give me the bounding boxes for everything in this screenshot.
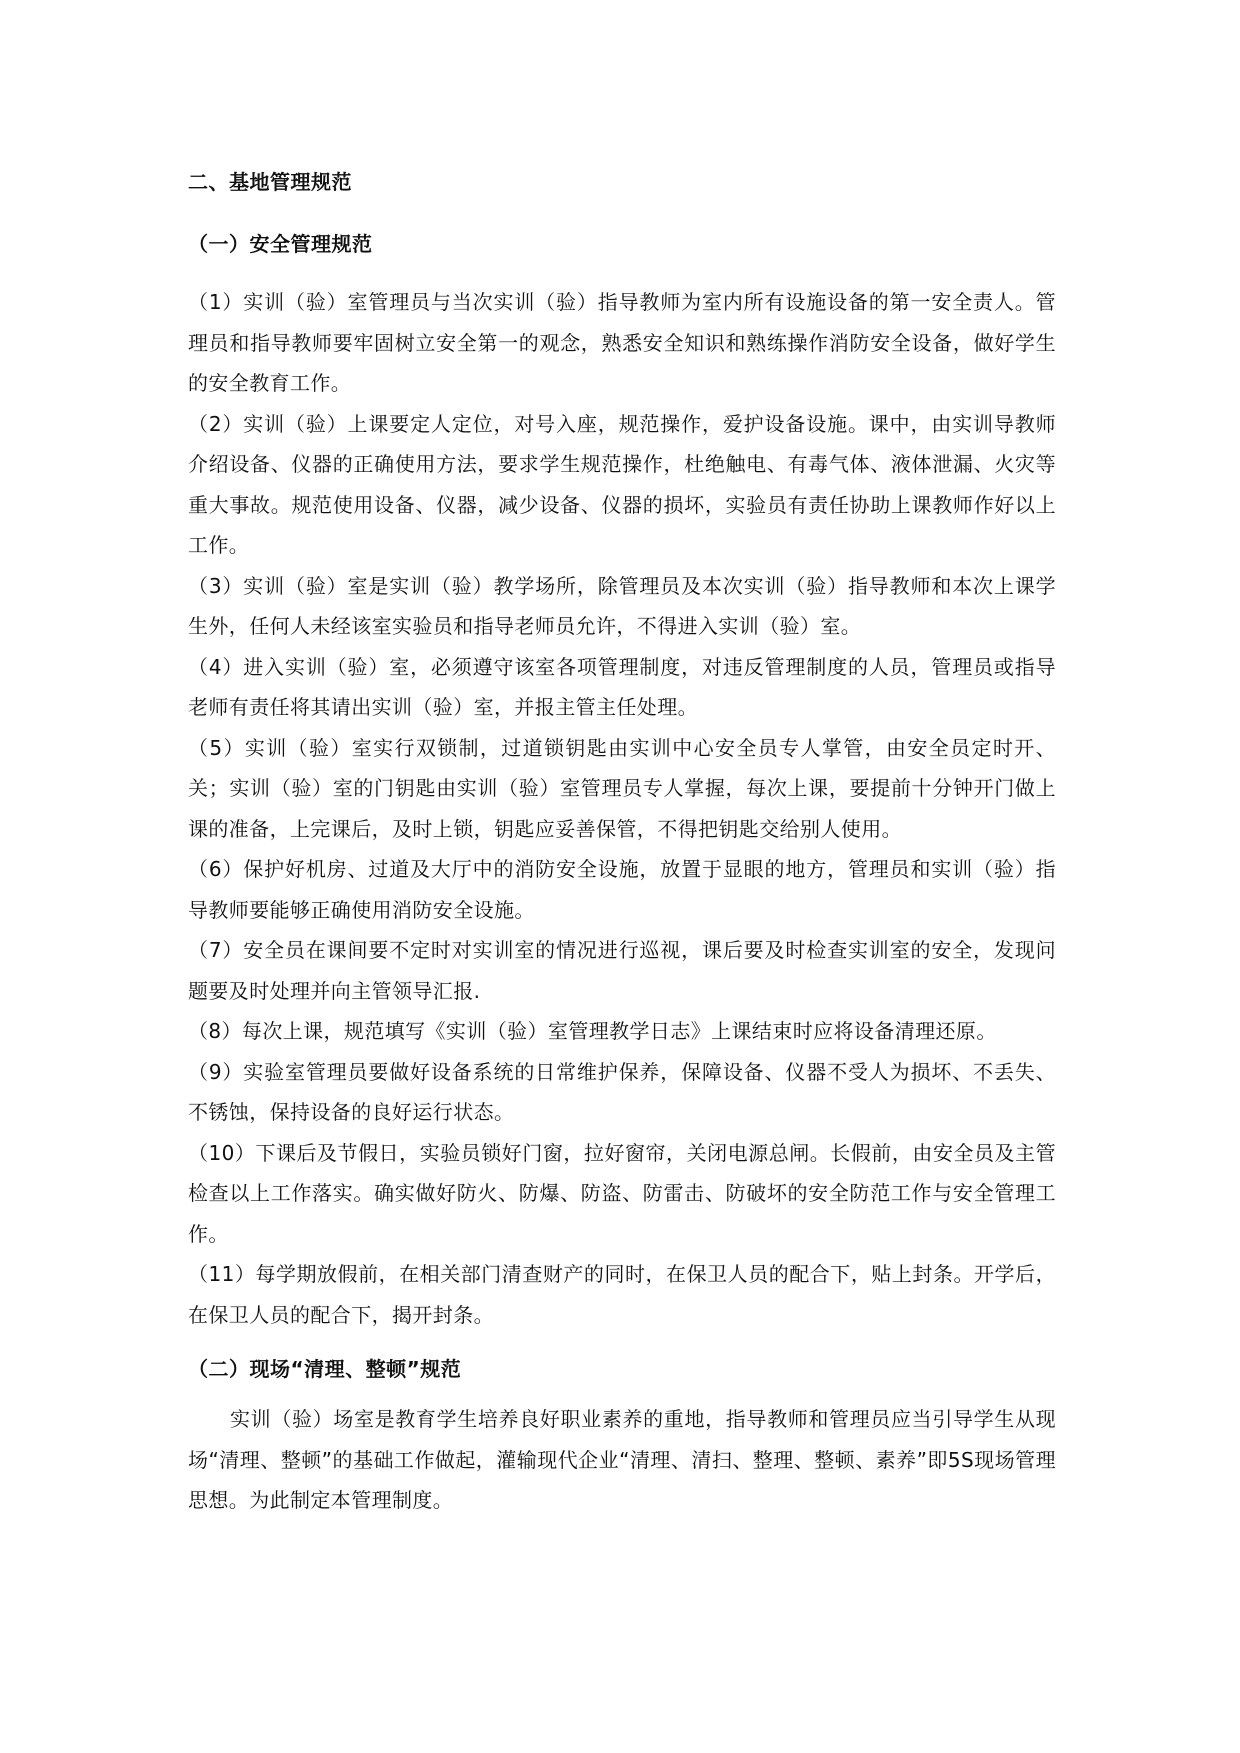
section-title: 二、基地管理规范 bbox=[188, 170, 352, 194]
safety-rule-4: （4）进入实训（验）室，必须遵守该室各项管理制度，对违反管理制度的人员，管理员或指导老师有责任将其请出实训（验）室，并报主管主任处理。 bbox=[188, 654, 1056, 719]
safety-rule-7: （7）安全员在课间要不定时对实训室的情况进行巡视，课后要及时检查实训室的安全，发现问题要及时处理并向主管领导汇报. bbox=[188, 938, 1056, 1003]
onsite-intro-paragraph: 实训（验）场室是教育学生培养良好职业素养的重地，指导教师和管理员应当引导学生从现场“清理、整顿”的基础工作做起，灌输现代企业“清理、清扫、整理、整顿、素养”即5S现场管理思想。为此制定本管理制度。 bbox=[188, 1407, 1056, 1512]
safety-rule-1: （1）实训（验）室管理员与当次实训（验）指导教师为室内所有设施设备的第一安全责人。管理员和指导教师要牢固树立安全第一的观念，熟悉安全知识和熟练操作消防安全设备，做好学生的安全教育工作。 bbox=[188, 290, 1056, 395]
subsection-title-onsite: （二）现场“清理、整顿”规范 bbox=[188, 1357, 462, 1381]
safety-rule-10: （10）下课后及节假日，实验员锁好门窗，拉好窗帘，关闭电源总闸。长假前，由安全员及主管检查以上工作落实。确实做好防火、防爆、防盗、防雷击、防破坏的安全防范工作与安全管理工作。 bbox=[188, 1140, 1056, 1246]
safety-rule-9: （9）实验室管理员要做好设备系统的日常维护保养，保障设备、仪器不受人为损坏、不丢失、不锈蚀，保持设备的良好运行状态。 bbox=[188, 1059, 1056, 1124]
safety-rules-list bbox=[188, 282, 1056, 1335]
safety-rule-3: （3）实训（验）室是实训（验）教学场所，除管理员及本次实训（验）指导教师和本次上课学生外，任何人未经该室实验员和指导老师员允许，不得进入实训（验）室。 bbox=[188, 573, 1056, 638]
safety-rule-8: （8）每次上课，规范填写《实训（验）室管理教学日志》上课结束时应将设备清理还原。 bbox=[188, 1019, 997, 1043]
safety-rule-11: （11）每学期放假前，在相关部门清查财产的同时，在保卫人员的配合下，贴上封条。开学后，在保卫人员的配合下，揭开封条。 bbox=[188, 1262, 1056, 1327]
safety-rule-5: （5）实训（验）室实行双锁制，过道锁钥匙由实训中心安全员专人掌管，由安全员定时开、关；实训（验）室的门钥匙由实训（验）室管理员专人掌握，每次上课，要提前十分钟开门做上课的准备，上完课后，及时上锁，钥匙应妥善保管，不得把钥匙交给别人使用。 bbox=[188, 735, 1056, 841]
document-body bbox=[188, 166, 1056, 1521]
safety-rule-6: （6）保护好机房、过道及大厅中的消防安全设施，放置于显眼的地方，管理员和实训（验）指导教师要能够正确使用消防安全设施。 bbox=[188, 857, 1056, 922]
subsection-title-safety: （一）安全管理规范 bbox=[188, 232, 373, 256]
safety-rule-2: （2）实训（验）上课要定人定位，对号入座，规范操作，爱护设备设施。课中，由实训导教师介绍设备、仪器的正确使用方法，要求学生规范操作，杜绝触电、有毒气体、液体泄漏、火灾等重大事故。规范使用设备、仪器，减少设备、仪器的损坏，实验员有责任协助上课教师作好以上工作。 bbox=[188, 411, 1056, 557]
